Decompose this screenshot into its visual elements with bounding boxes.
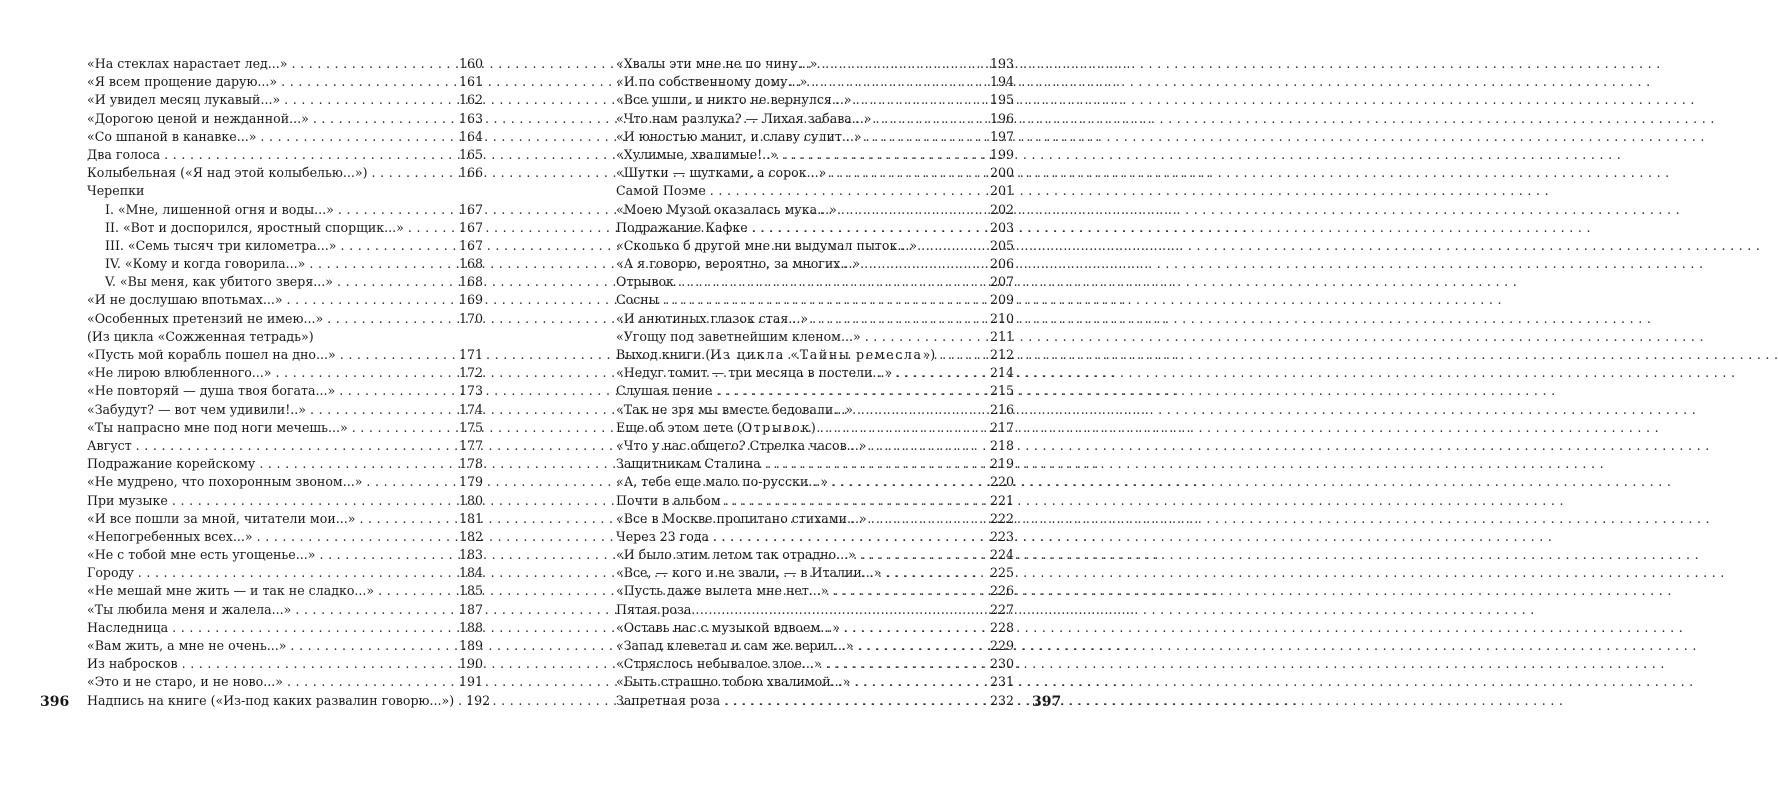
toc-entry-page-number: 232 xyxy=(989,692,1014,708)
toc-entry-page-number: 167 xyxy=(458,237,483,253)
toc-entry xyxy=(616,219,1014,237)
dot-leader xyxy=(138,564,459,582)
toc-entry-page-number: 220 xyxy=(989,474,1014,490)
toc-entry-page-number: 229 xyxy=(989,638,1014,653)
toc-entry xyxy=(616,128,1014,146)
toc-entry xyxy=(616,492,1014,510)
dot-leader xyxy=(337,273,459,291)
toc-entry-page-number: 164 xyxy=(458,128,483,144)
toc-entry-page-number: 228 xyxy=(989,619,1014,635)
dot-leader xyxy=(309,255,459,273)
dot-leader xyxy=(408,219,459,237)
toc-entry xyxy=(616,655,1014,673)
dot-leader xyxy=(327,310,459,328)
dot-leader xyxy=(896,364,990,382)
dot-leader xyxy=(136,437,459,455)
dot-leader xyxy=(372,164,459,182)
toc-entry-title: Еще об этом лете (Отрывок) xyxy=(616,419,816,435)
toc-entry-page-number: 211 xyxy=(989,328,1014,344)
dot-leader xyxy=(319,546,458,564)
toc-entry-title: «Не повторяй — душа твоя богата...» xyxy=(87,383,336,399)
toc-entry-page-number: 203 xyxy=(989,219,1014,235)
toc-entry xyxy=(87,273,483,291)
toc-entry xyxy=(616,91,1014,109)
toc-entry-title: Два голоса xyxy=(87,146,161,162)
toc-entry xyxy=(87,164,483,182)
toc-entry xyxy=(87,73,483,91)
toc-entry-title: «Пусть даже вылета мне нет...» xyxy=(616,583,829,599)
toc-entry xyxy=(616,255,1014,273)
toc-entry xyxy=(616,364,1014,382)
toc-entry xyxy=(616,619,1014,637)
toc-entry-title: Пятая роза xyxy=(616,601,692,617)
toc-entry xyxy=(616,201,1014,219)
toc-entry xyxy=(87,364,483,382)
toc-entry-page-number: 160 xyxy=(458,56,483,71)
toc-entry xyxy=(87,291,483,309)
toc-entry xyxy=(87,455,483,473)
dot-leader xyxy=(865,328,990,346)
dot-leader xyxy=(871,510,990,528)
toc-entry-title: «Хвалы эти мне не по чину...» xyxy=(616,56,818,71)
toc-entry xyxy=(87,528,483,546)
toc-entry-title: Запретная роза xyxy=(616,692,721,708)
toc-entry-page-number: 172 xyxy=(458,365,483,381)
toc-entry xyxy=(616,437,1014,455)
dot-leader xyxy=(284,91,459,109)
toc-entry xyxy=(87,510,483,528)
toc-entry xyxy=(616,164,1014,182)
toc-entry xyxy=(87,546,483,564)
toc-entry xyxy=(616,328,1014,346)
toc-entry xyxy=(87,346,483,364)
toc-entry-page-number: 218 xyxy=(989,437,1014,453)
toc-entry-page-number: 183 xyxy=(458,547,483,563)
toc-entry-page-number: 188 xyxy=(458,619,483,635)
toc-entry-page-number: 163 xyxy=(458,110,483,126)
dot-leader xyxy=(832,473,990,491)
toc-entry-page-number: 168 xyxy=(458,274,483,290)
toc-entry-page-number: 191 xyxy=(458,674,483,690)
toc-entry-page-number: 173 xyxy=(458,383,483,399)
toc-entry-title: III. «Семь тысяч три километра...» xyxy=(105,237,337,253)
toc-entry-title: «И не дослушаю впотьмах...» xyxy=(87,292,283,308)
toc-entry-page-number: 216 xyxy=(989,401,1014,417)
toc-list-right xyxy=(616,55,1014,710)
toc-entry-page-number: 219 xyxy=(989,456,1014,472)
toc-entry-title: «Это и не старо, и не ново...» xyxy=(87,674,283,690)
dot-leader xyxy=(281,73,459,91)
toc-entry xyxy=(616,601,1014,619)
page-number-right: 397 xyxy=(1032,694,1062,710)
toc-entry xyxy=(616,110,1014,128)
toc-entry-page-number: 179 xyxy=(458,474,483,490)
toc-entry-page-number: 209 xyxy=(989,292,1014,308)
toc-entry xyxy=(616,182,1014,200)
toc-entry-page-number: 197 xyxy=(989,128,1014,144)
toc-entry-page-number: 215 xyxy=(989,383,1014,399)
dot-leader xyxy=(716,382,990,400)
toc-entry xyxy=(616,692,1014,710)
toc-entry xyxy=(87,91,483,109)
toc-entry-title: V. «Вы меня, как убитого зверя...» xyxy=(105,274,333,290)
toc-entry-page-number: 194 xyxy=(989,74,1014,90)
toc-entry-page-number: 162 xyxy=(458,92,483,108)
toc-entry xyxy=(87,55,483,73)
toc-entry-title: Через 23 года xyxy=(616,528,710,544)
dot-leader xyxy=(172,492,459,510)
toc-entry-title: «Дорогою ценой и нежданной...» xyxy=(87,110,309,126)
toc-entry-title: Отрывок xyxy=(616,274,674,290)
dot-leader xyxy=(339,382,459,400)
dot-leader xyxy=(841,201,990,219)
dot-leader xyxy=(765,455,990,473)
toc-entry xyxy=(616,401,1014,419)
dot-leader xyxy=(826,655,990,673)
toc-list-left xyxy=(87,55,491,710)
dot-leader xyxy=(359,510,459,528)
dot-leader xyxy=(876,110,990,128)
dot-leader xyxy=(856,91,990,109)
toc-entry xyxy=(87,401,483,419)
toc-entry-page-number: 212 xyxy=(989,347,1014,362)
toc-entry-title: II. «Вот и доспорился, яростный спорщик...» xyxy=(105,219,404,235)
toc-entry xyxy=(616,291,1014,309)
dot-leader xyxy=(378,582,459,600)
dot-leader xyxy=(259,455,459,473)
toc-entry xyxy=(616,55,1014,73)
toc-entry-page-number: 185 xyxy=(458,583,483,599)
toc-entry xyxy=(616,310,1014,328)
toc-entry-title: Самой Поэме xyxy=(616,183,706,199)
toc-entry-page-number: 161 xyxy=(458,74,483,90)
toc-entry-title: Наследница xyxy=(87,619,169,635)
dot-leader xyxy=(292,55,459,73)
toc-entry-page-number: 202 xyxy=(989,201,1014,217)
right-page xyxy=(550,0,1100,789)
toc-entry-title: «Угощу под заветнейшим кленом...» xyxy=(616,328,861,344)
toc-entry-title: Выход книги (Из цикла «Тайны ремесла») xyxy=(616,347,936,362)
toc-entry-page-number: 196 xyxy=(989,110,1014,126)
toc-entry-page-number: 170 xyxy=(458,310,483,326)
dot-leader xyxy=(752,219,990,237)
toc-entry-page-number: 222 xyxy=(989,510,1014,526)
toc-entry-title: «Не мудрено, что похоронным звоном...» xyxy=(87,474,363,490)
toc-entry-page-number: 184 xyxy=(458,565,483,581)
toc-entry xyxy=(87,219,483,237)
dot-leader xyxy=(310,401,459,419)
dot-leader xyxy=(725,492,990,510)
toc-entry-title: «И анютиных глазок стая...» xyxy=(616,310,809,326)
dot-leader xyxy=(812,310,990,328)
toc-entry-title: I. «Мне, лишенной огня и воды...» xyxy=(105,201,334,217)
dot-leader xyxy=(164,146,459,164)
dot-leader xyxy=(866,128,990,146)
toc-entry xyxy=(87,310,483,328)
toc-entry-title: «Не лирою влюбленного...» xyxy=(87,365,272,381)
toc-entry-page-number: 210 xyxy=(989,310,1014,326)
toc-entry-title: Колыбельная («Я над этой колыбелью...») xyxy=(87,165,368,181)
toc-entry-title: «Все, — кого и не звали, — в Италии...» xyxy=(616,565,882,581)
toc-entry xyxy=(616,528,1014,546)
dot-leader xyxy=(287,291,459,309)
toc-entry-title: (Из цикла «Сожженная тетрадь») xyxy=(87,328,314,344)
toc-entry xyxy=(616,382,1014,400)
toc-entry-title: «Что нам разлука? — Лихая забава...» xyxy=(616,110,872,126)
toc-entry-title: «А, тебе еще мало по-русски...» xyxy=(616,474,829,490)
toc-entry-title: «Все в Москве пропитано стихами...» xyxy=(616,510,867,526)
toc-entry-title: «Со шпаной в канавке...» xyxy=(87,128,257,144)
toc-entry-title: «Шутки — шутками, а сорок...» xyxy=(616,165,827,181)
toc-entry xyxy=(616,73,1014,91)
dot-leader xyxy=(710,182,990,200)
toc-entry xyxy=(87,328,483,346)
toc-entry-page-number: 178 xyxy=(458,456,483,472)
toc-entry xyxy=(87,419,483,437)
dot-leader xyxy=(860,546,990,564)
toc-entry xyxy=(87,655,483,673)
toc-entry-title: «А я говорю, вероятно, за многих...» xyxy=(616,256,861,272)
toc-entry-title: Подражание корейскому xyxy=(87,456,256,472)
toc-entry-title: «Стряслось небывалое злое...» xyxy=(616,656,822,672)
dot-leader xyxy=(458,692,466,710)
toc-entry xyxy=(87,692,491,710)
toc-entry-title: «Ты любила меня и жалела...» xyxy=(87,601,292,617)
toc-entry xyxy=(616,273,1014,291)
toc-entry-title: Подражание Кафке xyxy=(616,219,748,235)
toc-entry-page-number: 207 xyxy=(989,274,1014,290)
toc-entry-page-number: 223 xyxy=(989,528,1014,544)
dot-leader xyxy=(857,401,990,419)
dot-leader xyxy=(830,164,990,182)
dot-leader xyxy=(276,364,459,382)
toc-entry-title: «Вам жить, а мне не очень...» xyxy=(87,638,287,653)
toc-entry-title: «Ты напрасно мне под ноги мечешь...» xyxy=(87,419,348,435)
dot-leader xyxy=(663,291,990,309)
dot-leader xyxy=(260,128,459,146)
toc-entry-title: «Быть страшно тобою хвалимой...» xyxy=(616,674,851,690)
toc-entry-page-number: 227 xyxy=(989,601,1014,617)
toc-entry-title: IV. «Кому и когда говорила...» xyxy=(105,256,306,272)
toc-entry-page-number: 181 xyxy=(458,510,483,526)
toc-entry xyxy=(87,619,483,637)
toc-entry-page-number: 167 xyxy=(458,201,483,217)
toc-entry xyxy=(87,473,483,491)
toc-entry xyxy=(616,455,1014,473)
toc-entry-page-number: 189 xyxy=(458,638,483,653)
toc-entry-page-number: 200 xyxy=(989,165,1014,181)
dot-leader xyxy=(782,146,990,164)
toc-entry-title: Черепки xyxy=(87,183,145,199)
dot-leader xyxy=(366,473,459,491)
toc-entry-title: «На стеклах нарастает лед...» xyxy=(87,56,288,71)
toc-entry-page-number: 193 xyxy=(989,56,1014,71)
toc-entry-title: «Не мешай мне жить — и так не сладко...» xyxy=(87,583,375,599)
dot-leader xyxy=(295,601,459,619)
toc-entry xyxy=(87,182,483,200)
toc-entry-title: «И было этим летом так отрадно...» xyxy=(616,547,856,563)
dot-leader xyxy=(844,619,990,637)
toc-entry xyxy=(87,237,483,255)
toc-entry xyxy=(616,510,1014,528)
toc-entry xyxy=(616,237,1014,255)
toc-entry-title: «Пусть мой корабль пошел на дно...» xyxy=(87,347,336,362)
toc-entry xyxy=(616,546,1014,564)
dot-leader xyxy=(820,419,990,437)
toc-entry-page-number: 175 xyxy=(458,419,483,435)
toc-entry-title: Слушая пение xyxy=(616,383,713,399)
dot-leader xyxy=(713,528,990,546)
toc-entry xyxy=(87,382,483,400)
toc-entry xyxy=(616,582,1014,600)
toc-entry-title: «Запад клеветал и сам же верил...» xyxy=(616,638,854,653)
left-page xyxy=(0,0,550,789)
toc-entry-title: «И увидел месяц лукавый...» xyxy=(87,92,281,108)
toc-entry-title: «Так не зря мы вместе бедовали...» xyxy=(616,401,853,417)
dot-leader xyxy=(257,528,459,546)
toc-entry-title: «Сколько б другой мне ни выдумал пыток...» xyxy=(616,237,918,253)
toc-entry-title: «Не с тобой мне есть угощенье...» xyxy=(87,547,316,563)
toc-entry-page-number: 168 xyxy=(458,256,483,272)
toc-entry-title: Август xyxy=(87,437,132,453)
dot-leader xyxy=(172,619,459,637)
toc-entry-page-number: 221 xyxy=(989,492,1014,508)
toc-entry-page-number: 214 xyxy=(989,365,1014,381)
toc-entry xyxy=(87,255,483,273)
toc-entry-page-number: 226 xyxy=(989,583,1014,599)
dot-leader xyxy=(340,346,459,364)
toc-entry xyxy=(616,637,1014,655)
toc-entry xyxy=(87,637,483,655)
toc-entry-title: «Я всем прощение дарую...» xyxy=(87,74,278,90)
toc-entry-page-number: 177 xyxy=(458,437,483,453)
toc-entry-title: Защитникам Сталина xyxy=(616,456,761,472)
toc-entry xyxy=(87,673,483,691)
dot-leader xyxy=(921,237,990,255)
dot-leader xyxy=(313,110,459,128)
toc-entry-page-number: 190 xyxy=(458,656,483,672)
toc-entry xyxy=(87,564,483,582)
dot-leader xyxy=(864,255,990,273)
toc-entry-page-number: 199 xyxy=(989,146,1014,162)
toc-entry-title: Из набросков xyxy=(87,656,178,672)
toc-entry-title: «И все пошли за мной, читатели мои...» xyxy=(87,510,356,526)
toc-entry-page-number: 217 xyxy=(989,419,1014,435)
toc-entry-title: «И юностью манит, и славу сулит...» xyxy=(616,128,862,144)
toc-entry-title: Надпись на книге («Из-под каких развалин говорю...») xyxy=(87,692,455,708)
toc-entry xyxy=(616,473,1014,491)
toc-entry-title: Сосны xyxy=(616,292,659,308)
toc-entry xyxy=(616,146,1014,164)
toc-entry-page-number: 230 xyxy=(989,656,1014,672)
toc-entry-title: «Все ушли, и никто не вернулся...» xyxy=(616,92,852,108)
toc-entry-page-number: 205 xyxy=(989,237,1014,253)
toc-entry xyxy=(87,201,483,219)
toc-entry-page-number: 166 xyxy=(458,165,483,181)
dot-leader xyxy=(870,437,990,455)
toc-entry-title: «Недуг томит — три месяца в постели...» xyxy=(616,365,893,381)
toc-entry xyxy=(616,346,1014,364)
toc-entry-title: «Забудут? — вот чем удивили!..» xyxy=(87,401,306,417)
dot-leader xyxy=(695,601,990,619)
toc-entry xyxy=(87,601,483,619)
dot-leader xyxy=(352,419,459,437)
toc-entry-title: «Оставь нас с музыкой вдвоем...» xyxy=(616,619,840,635)
toc-entry-page-number: 192 xyxy=(466,692,491,708)
toc-entry-page-number: 174 xyxy=(458,401,483,417)
toc-entry xyxy=(87,437,483,455)
toc-entry-page-number: 169 xyxy=(458,292,483,308)
toc-entry xyxy=(87,582,483,600)
dot-leader xyxy=(858,637,990,655)
toc-entry-title: «Хулимые, хвалимые!..» xyxy=(616,146,778,162)
toc-entry-title: «Особенных претензий не имею...» xyxy=(87,310,324,326)
toc-entry xyxy=(616,564,1014,582)
toc-entry-page-number: 171 xyxy=(458,347,483,362)
toc-entry-page-number: 231 xyxy=(989,674,1014,690)
dot-leader xyxy=(290,637,459,655)
dot-leader xyxy=(678,273,990,291)
dot-leader xyxy=(287,673,459,691)
toc-entry xyxy=(87,110,483,128)
toc-entry-page-number: 167 xyxy=(458,219,483,235)
toc-entry-title: При музыке xyxy=(87,492,168,508)
dot-leader xyxy=(182,655,459,673)
dot-leader xyxy=(854,673,990,691)
dot-leader xyxy=(939,346,990,364)
toc-entry-title: «И по собственному дому...» xyxy=(616,74,808,90)
toc-entry-title: Городу xyxy=(87,565,134,581)
toc-entry xyxy=(616,419,1014,437)
toc-entry xyxy=(87,492,483,510)
dot-leader xyxy=(885,564,989,582)
toc-entry-title: «Моею Музой оказалась мука...» xyxy=(616,201,837,217)
toc-entry-page-number: 187 xyxy=(458,601,483,617)
toc-entry-page-number: 182 xyxy=(458,528,483,544)
toc-entry-page-number: 180 xyxy=(458,492,483,508)
page-number-left: 396 xyxy=(40,694,70,710)
toc-entry xyxy=(87,128,483,146)
dot-leader xyxy=(724,692,990,710)
toc-entry xyxy=(87,146,483,164)
dot-leader xyxy=(821,55,990,73)
toc-entry xyxy=(616,673,1014,691)
toc-entry-page-number: 225 xyxy=(989,565,1014,581)
dot-leader xyxy=(338,201,459,219)
toc-entry-title: Почти в альбом xyxy=(616,492,721,508)
toc-entry-page-number: 165 xyxy=(458,146,483,162)
toc-entry-page-number: 206 xyxy=(989,256,1014,272)
dot-leader xyxy=(833,582,990,600)
toc-entry-page-number: 195 xyxy=(989,92,1014,108)
dot-leader xyxy=(811,73,990,91)
toc-entry-title: «Что у нас общего? Стрелка часов...» xyxy=(616,437,867,453)
dot-leader xyxy=(340,237,458,255)
toc-entry-page-number: 201 xyxy=(989,183,1014,199)
toc-entry-title: «Непогребенных всех...» xyxy=(87,528,253,544)
toc-entry-page-number: 224 xyxy=(989,547,1014,563)
